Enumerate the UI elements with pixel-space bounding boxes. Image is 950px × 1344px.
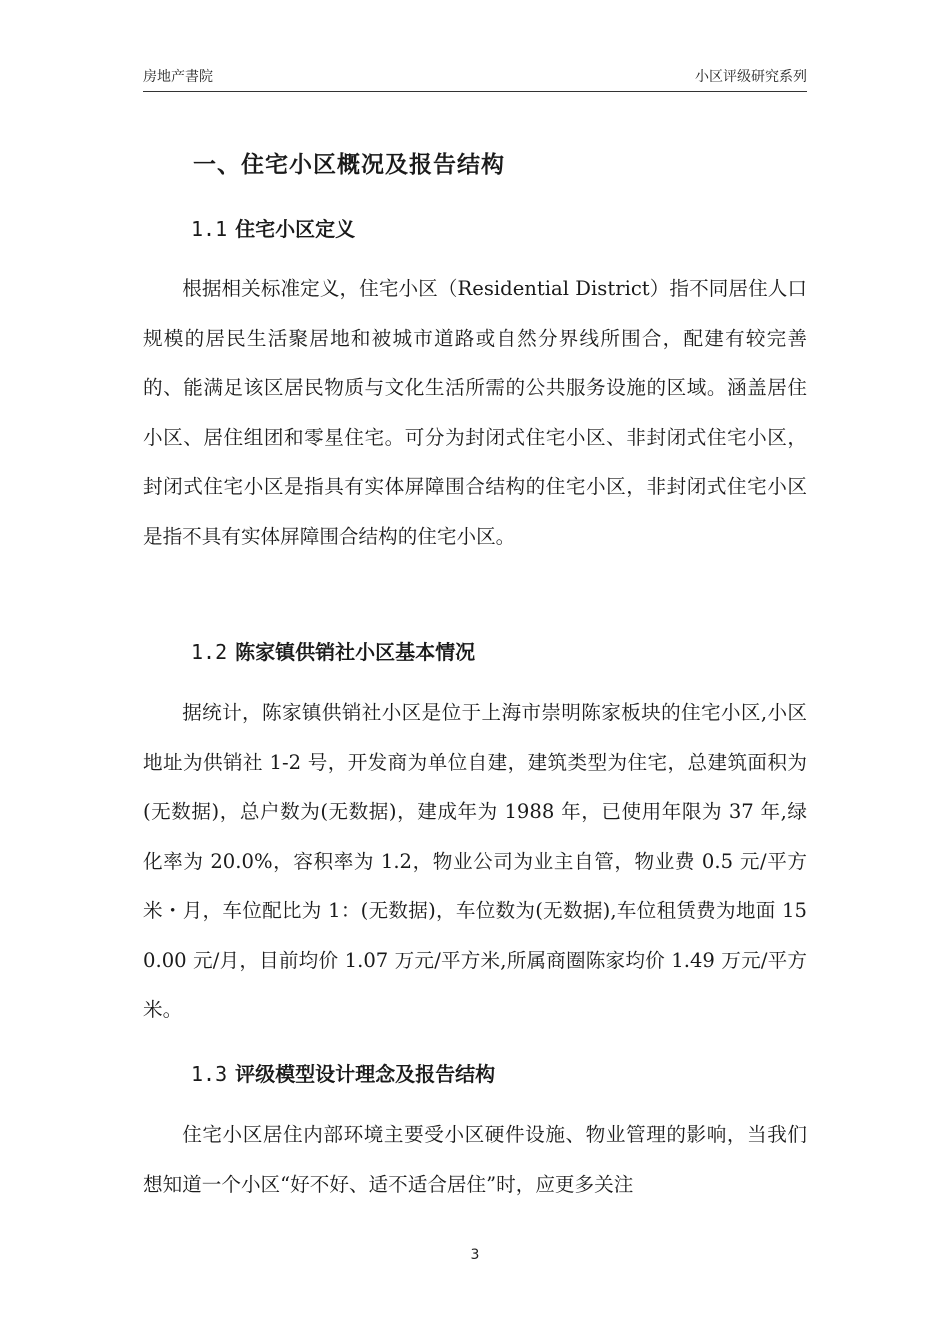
header-rule (143, 91, 807, 92)
section-paragraph-1-2: 据统计，陈家镇供销社小区是位于上海市崇明陈家板块的住宅小区,小区地址为供销社 1-2 号，开发商为单位自建，建筑类型为住宅，总建筑面积为(无数据)，总户数为(无数据)，建成年为 1988 年，已使用年限为 37 年,绿化率为 20.0%，容积率为 1.2，物业公司为业主自管，物业费 0.5 元/平方米・月，车位配比为 1：(无数据)，车位数为(无数据),车位租赁费为地面 150.00 元/月，目前均价 1.07 万元/平方米,所属商圈陈家均价 1.49 万元/平方米。 (143, 701, 807, 1021)
chapter-heading: 一、住宅小区概况及报告结构 (193, 152, 505, 178)
page-header (143, 66, 807, 88)
section-title: 评级模型设计理念及报告结构 (235, 1062, 496, 1086)
section-heading-1-1 (191, 213, 355, 242)
section-paragraph-1-1: 根据相关标准定义，住宅小区（Residential District）指不同居住人口规模的居民生活聚居地和被城市道路或自然分界线所围合，配建有较完善的、能满足该区居民物质与文化生活所需的公共服务设施的区域。涵盖居住小区、居住组团和零星住宅。可分为封闭式住宅小区、非封闭式住宅小区，封闭式住宅小区是指具有实体屏障围合结构的住宅小区，非封闭式住宅小区是指不具有实体屏障围合结构的住宅小区。 (143, 277, 807, 548)
section-title: 住宅小区定义 (235, 217, 356, 241)
section-number: 1.1 (191, 217, 228, 241)
section-heading-1-3 (191, 1058, 495, 1087)
section-title: 陈家镇供销社小区基本情况 (235, 640, 476, 664)
header-publisher: 房地产書院 (143, 69, 213, 85)
section-paragraph-1-3: 住宅小区居住内部环境主要受小区硬件设施、物业管理的影响，当我们想知道一个小区“好不好、适不适合居住”时，应更多关注 (143, 1123, 807, 1196)
header-series-title: 小区评级研究系列 (695, 69, 807, 85)
section-heading-1-2 (191, 636, 475, 665)
section-number: 1.2 (191, 640, 228, 664)
section-number: 1.3 (191, 1062, 228, 1086)
page-number: 3 (470, 1247, 480, 1263)
